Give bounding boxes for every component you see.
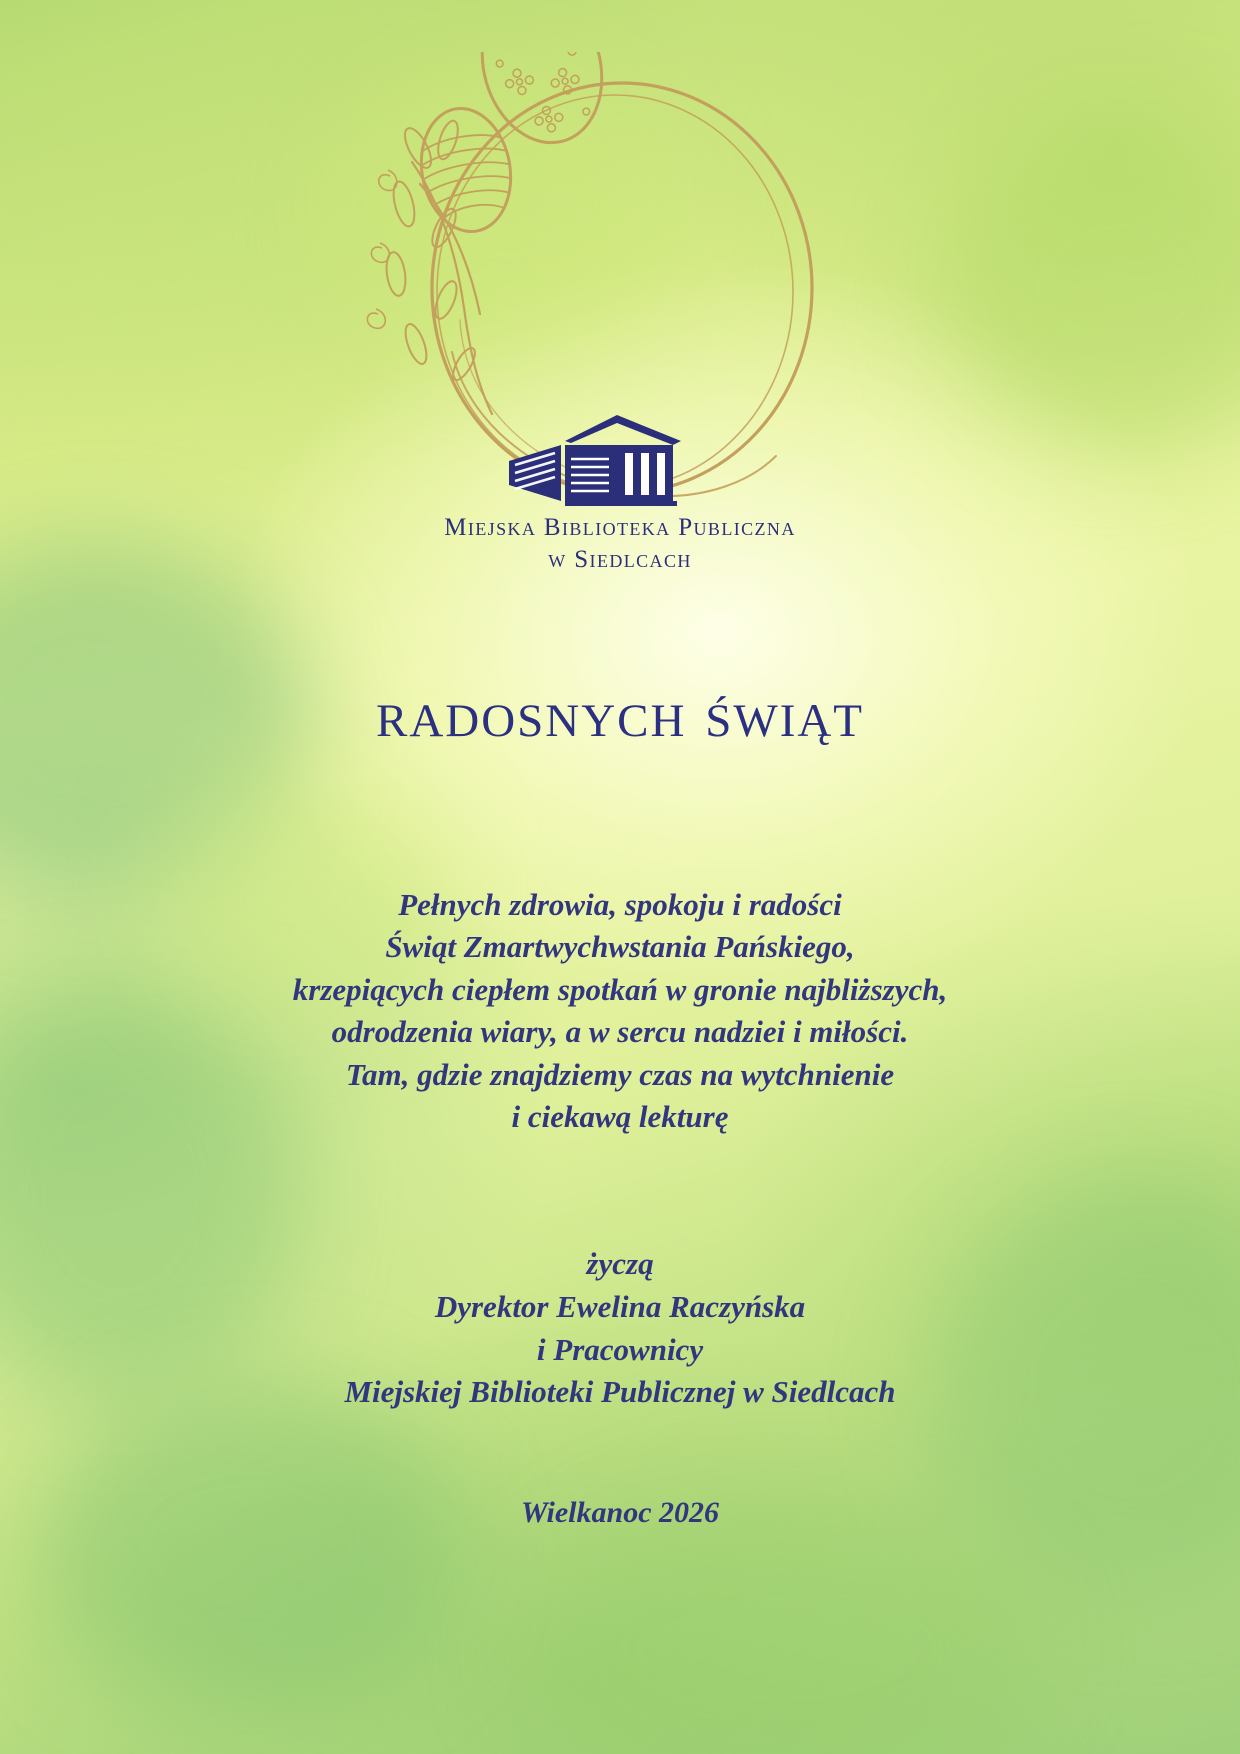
- greeting-line: i ciekawą lekturę: [511, 1099, 729, 1135]
- signature-line: życzą: [586, 1246, 654, 1281]
- signature-block: [0, 1243, 1240, 1414]
- greeting-line: krzepiących ciepłem spotkań w gronie najbliższych,: [292, 971, 948, 1007]
- logo-line-2: w Siedlcach: [548, 546, 692, 573]
- greeting-line: Świąt Zmartwychwstania Pańskiego,: [385, 929, 855, 965]
- greeting-line: odrodzenia wiary, a w sercu nadziei i miłości.: [331, 1014, 909, 1050]
- greeting-line: Tam, gdzie znajdziemy czas na wytchnienie: [345, 1056, 895, 1092]
- watercolor-blotch: [940, 120, 1240, 450]
- greeting-line: Pełnych zdrowia, spokoju i radości: [398, 887, 842, 922]
- logo-wordmark: [0, 512, 1240, 576]
- watercolor-blotch: [40, 1380, 460, 1710]
- signature-line: Miejskiej Biblioteki Publicznej w Siedlcach: [344, 1374, 896, 1410]
- signature-line: i Pracownicy: [536, 1331, 704, 1367]
- greeting-message: [0, 884, 1240, 1139]
- signature-line: Dyrektor Ewelina Raczyńska: [434, 1288, 806, 1324]
- occasion-label: Wielkanoc 2026: [520, 1496, 720, 1529]
- watercolor-blotch: [520, 1500, 1040, 1754]
- open-book-library-logo: [505, 415, 735, 525]
- logo-line-1: Miejska Biblioteka Publiczna: [444, 514, 796, 541]
- page-title: radosnych świąt: [375, 677, 865, 751]
